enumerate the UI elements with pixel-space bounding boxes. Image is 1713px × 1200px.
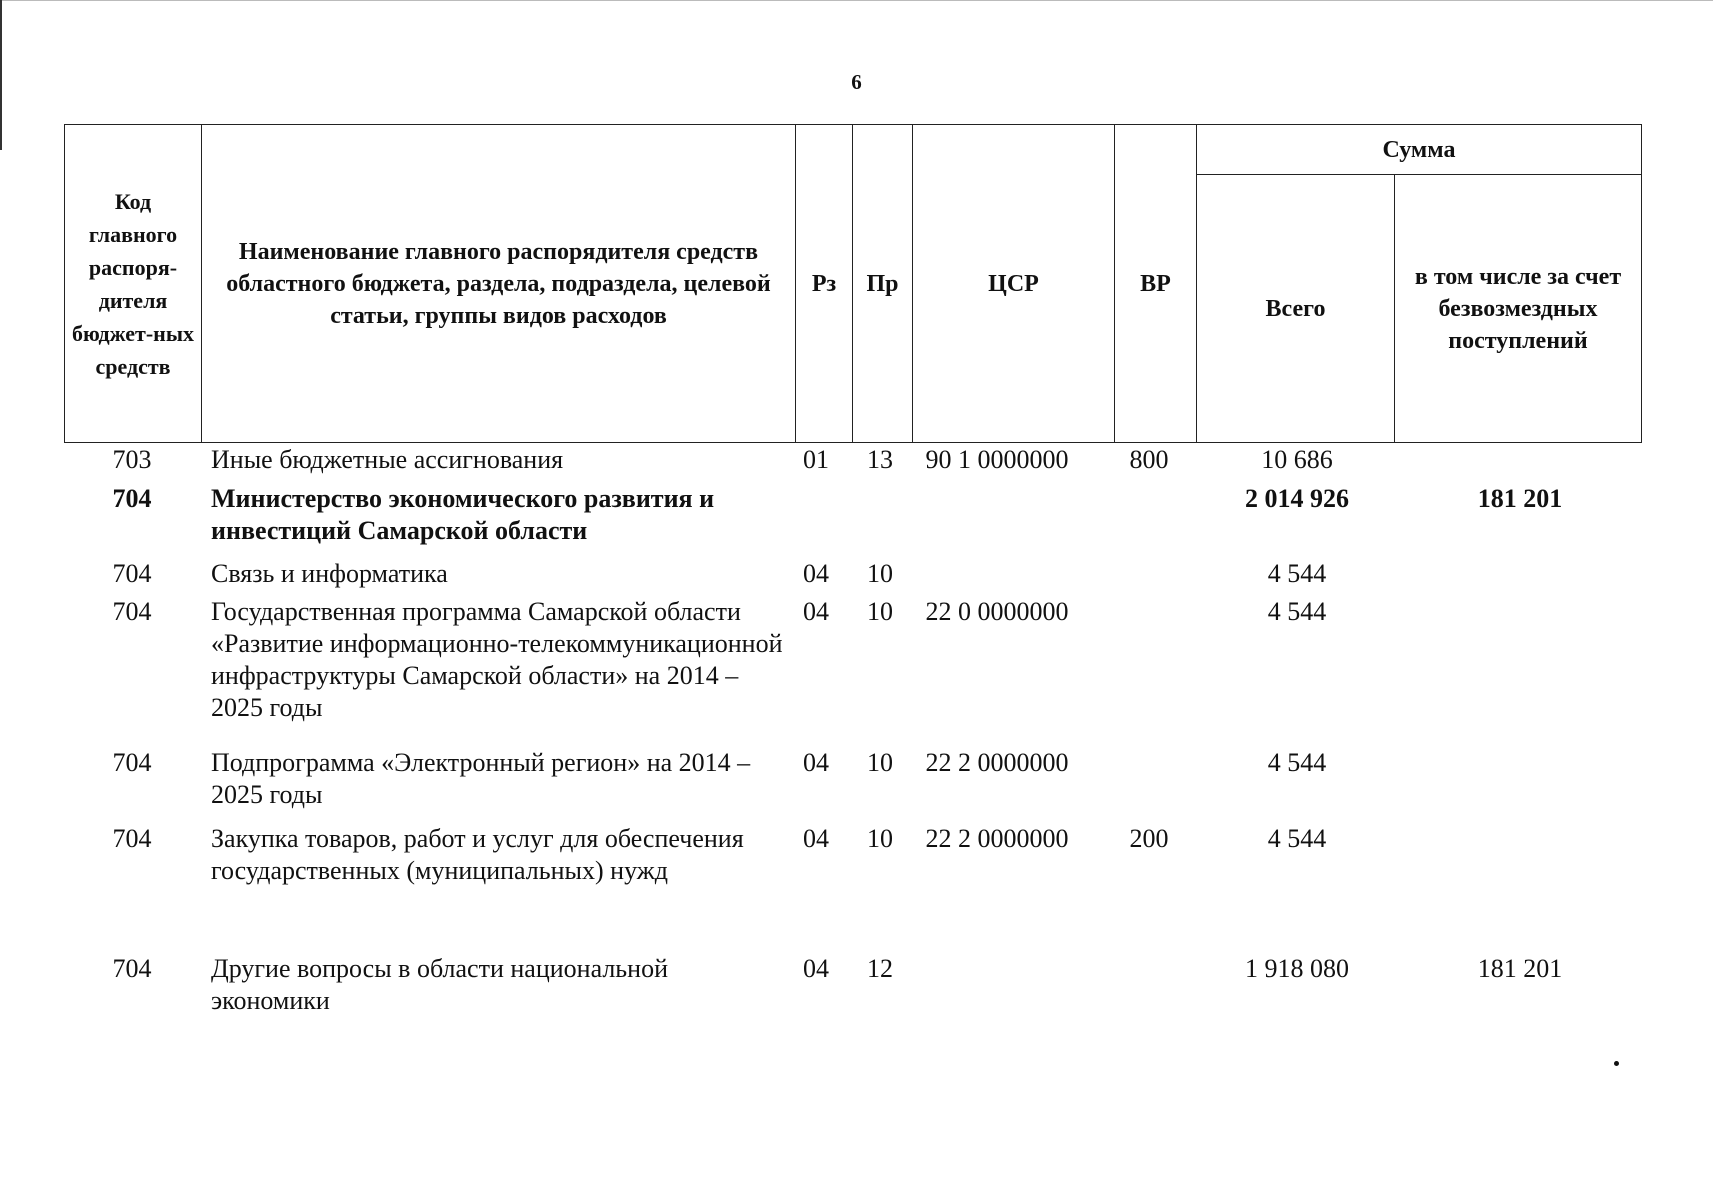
row-rz: 01 <box>803 445 829 474</box>
row-csr: 22 2 0000000 <box>925 748 1069 777</box>
table-row <box>64 747 1641 809</box>
header-name: Наименование главного распорядителя средств областного бюджета, раздела, подраздела, целевой статьи, группы видов расходов <box>202 125 796 443</box>
table-row <box>64 823 1641 885</box>
row-name: Другие вопросы в области национальной экономики <box>211 954 668 1015</box>
row-rz: 04 <box>803 824 829 853</box>
row-total: 2 014 926 <box>1245 484 1349 513</box>
row-free: 181 201 <box>1477 954 1563 983</box>
row-total: 1 918 080 <box>1245 954 1349 983</box>
header-csr: ЦСР <box>913 125 1115 443</box>
header-pr: Пр <box>853 125 913 443</box>
row-pr: 13 <box>867 445 893 474</box>
row-total: 10 686 <box>1261 445 1333 474</box>
row-rz: 04 <box>803 559 829 588</box>
row-name: Закупка товаров, работ и услуг для обеспечения государственных (муниципальных) нужд <box>211 824 744 885</box>
row-name: Министерство экономического развития и инвестиций Самарской области <box>211 484 715 545</box>
table-row <box>64 483 1641 545</box>
row-csr: 22 0 0000000 <box>925 597 1069 626</box>
row-free: 181 201 <box>1477 484 1563 513</box>
row-name: Государственная программа Самарской области «Развитие информационно-телекоммуникационной инфраструктуры Самарской области» на 2014 – 2025 годы <box>211 597 783 722</box>
row-vr: 200 <box>1129 824 1169 853</box>
table-row <box>64 596 1641 722</box>
table-row <box>64 558 1641 598</box>
table-row <box>64 444 1641 484</box>
row-pr: 12 <box>867 954 893 983</box>
table-header <box>64 124 1642 443</box>
row-total: 4 544 <box>1267 824 1327 853</box>
row-name: Связь и информатика <box>211 559 448 588</box>
row-total: 4 544 <box>1267 597 1327 626</box>
header-sum: Сумма <box>1197 125 1642 175</box>
row-code: 704 <box>112 824 152 853</box>
row-total: 4 544 <box>1267 559 1327 588</box>
row-rz: 04 <box>803 954 829 983</box>
table-row <box>64 953 1641 1015</box>
row-pr: 10 <box>867 748 893 777</box>
row-code: 703 <box>112 445 152 474</box>
row-code: 704 <box>112 954 152 983</box>
row-code: 704 <box>112 484 152 513</box>
row-vr: 800 <box>1129 445 1169 474</box>
header-code: Код главного распоря-дителя бюджет-ных средств <box>65 125 202 443</box>
row-name: Иные бюджетные ассигнования <box>211 445 564 474</box>
header-free: в том числе за счет безвозмездных поступлений <box>1395 175 1642 443</box>
row-pr: 10 <box>867 597 893 626</box>
row-code: 704 <box>112 748 152 777</box>
header-rz: Рз <box>796 125 853 443</box>
scan-speck <box>1614 1061 1619 1066</box>
header-total: Всего <box>1197 175 1395 443</box>
page-number: 6 <box>851 70 862 94</box>
row-total: 4 544 <box>1267 748 1327 777</box>
row-rz: 04 <box>803 597 829 626</box>
row-pr: 10 <box>867 559 893 588</box>
row-csr: 22 2 0000000 <box>925 824 1069 853</box>
row-name: Подпрограмма «Электронный регион» на 2014 – 2025 годы <box>211 748 751 809</box>
row-pr: 10 <box>867 824 893 853</box>
row-code: 704 <box>112 559 152 588</box>
row-csr: 90 1 0000000 <box>925 445 1069 474</box>
header-vr: ВР <box>1115 125 1197 443</box>
row-rz: 04 <box>803 748 829 777</box>
top-edge-line <box>0 0 1713 1</box>
row-code: 704 <box>112 597 152 626</box>
